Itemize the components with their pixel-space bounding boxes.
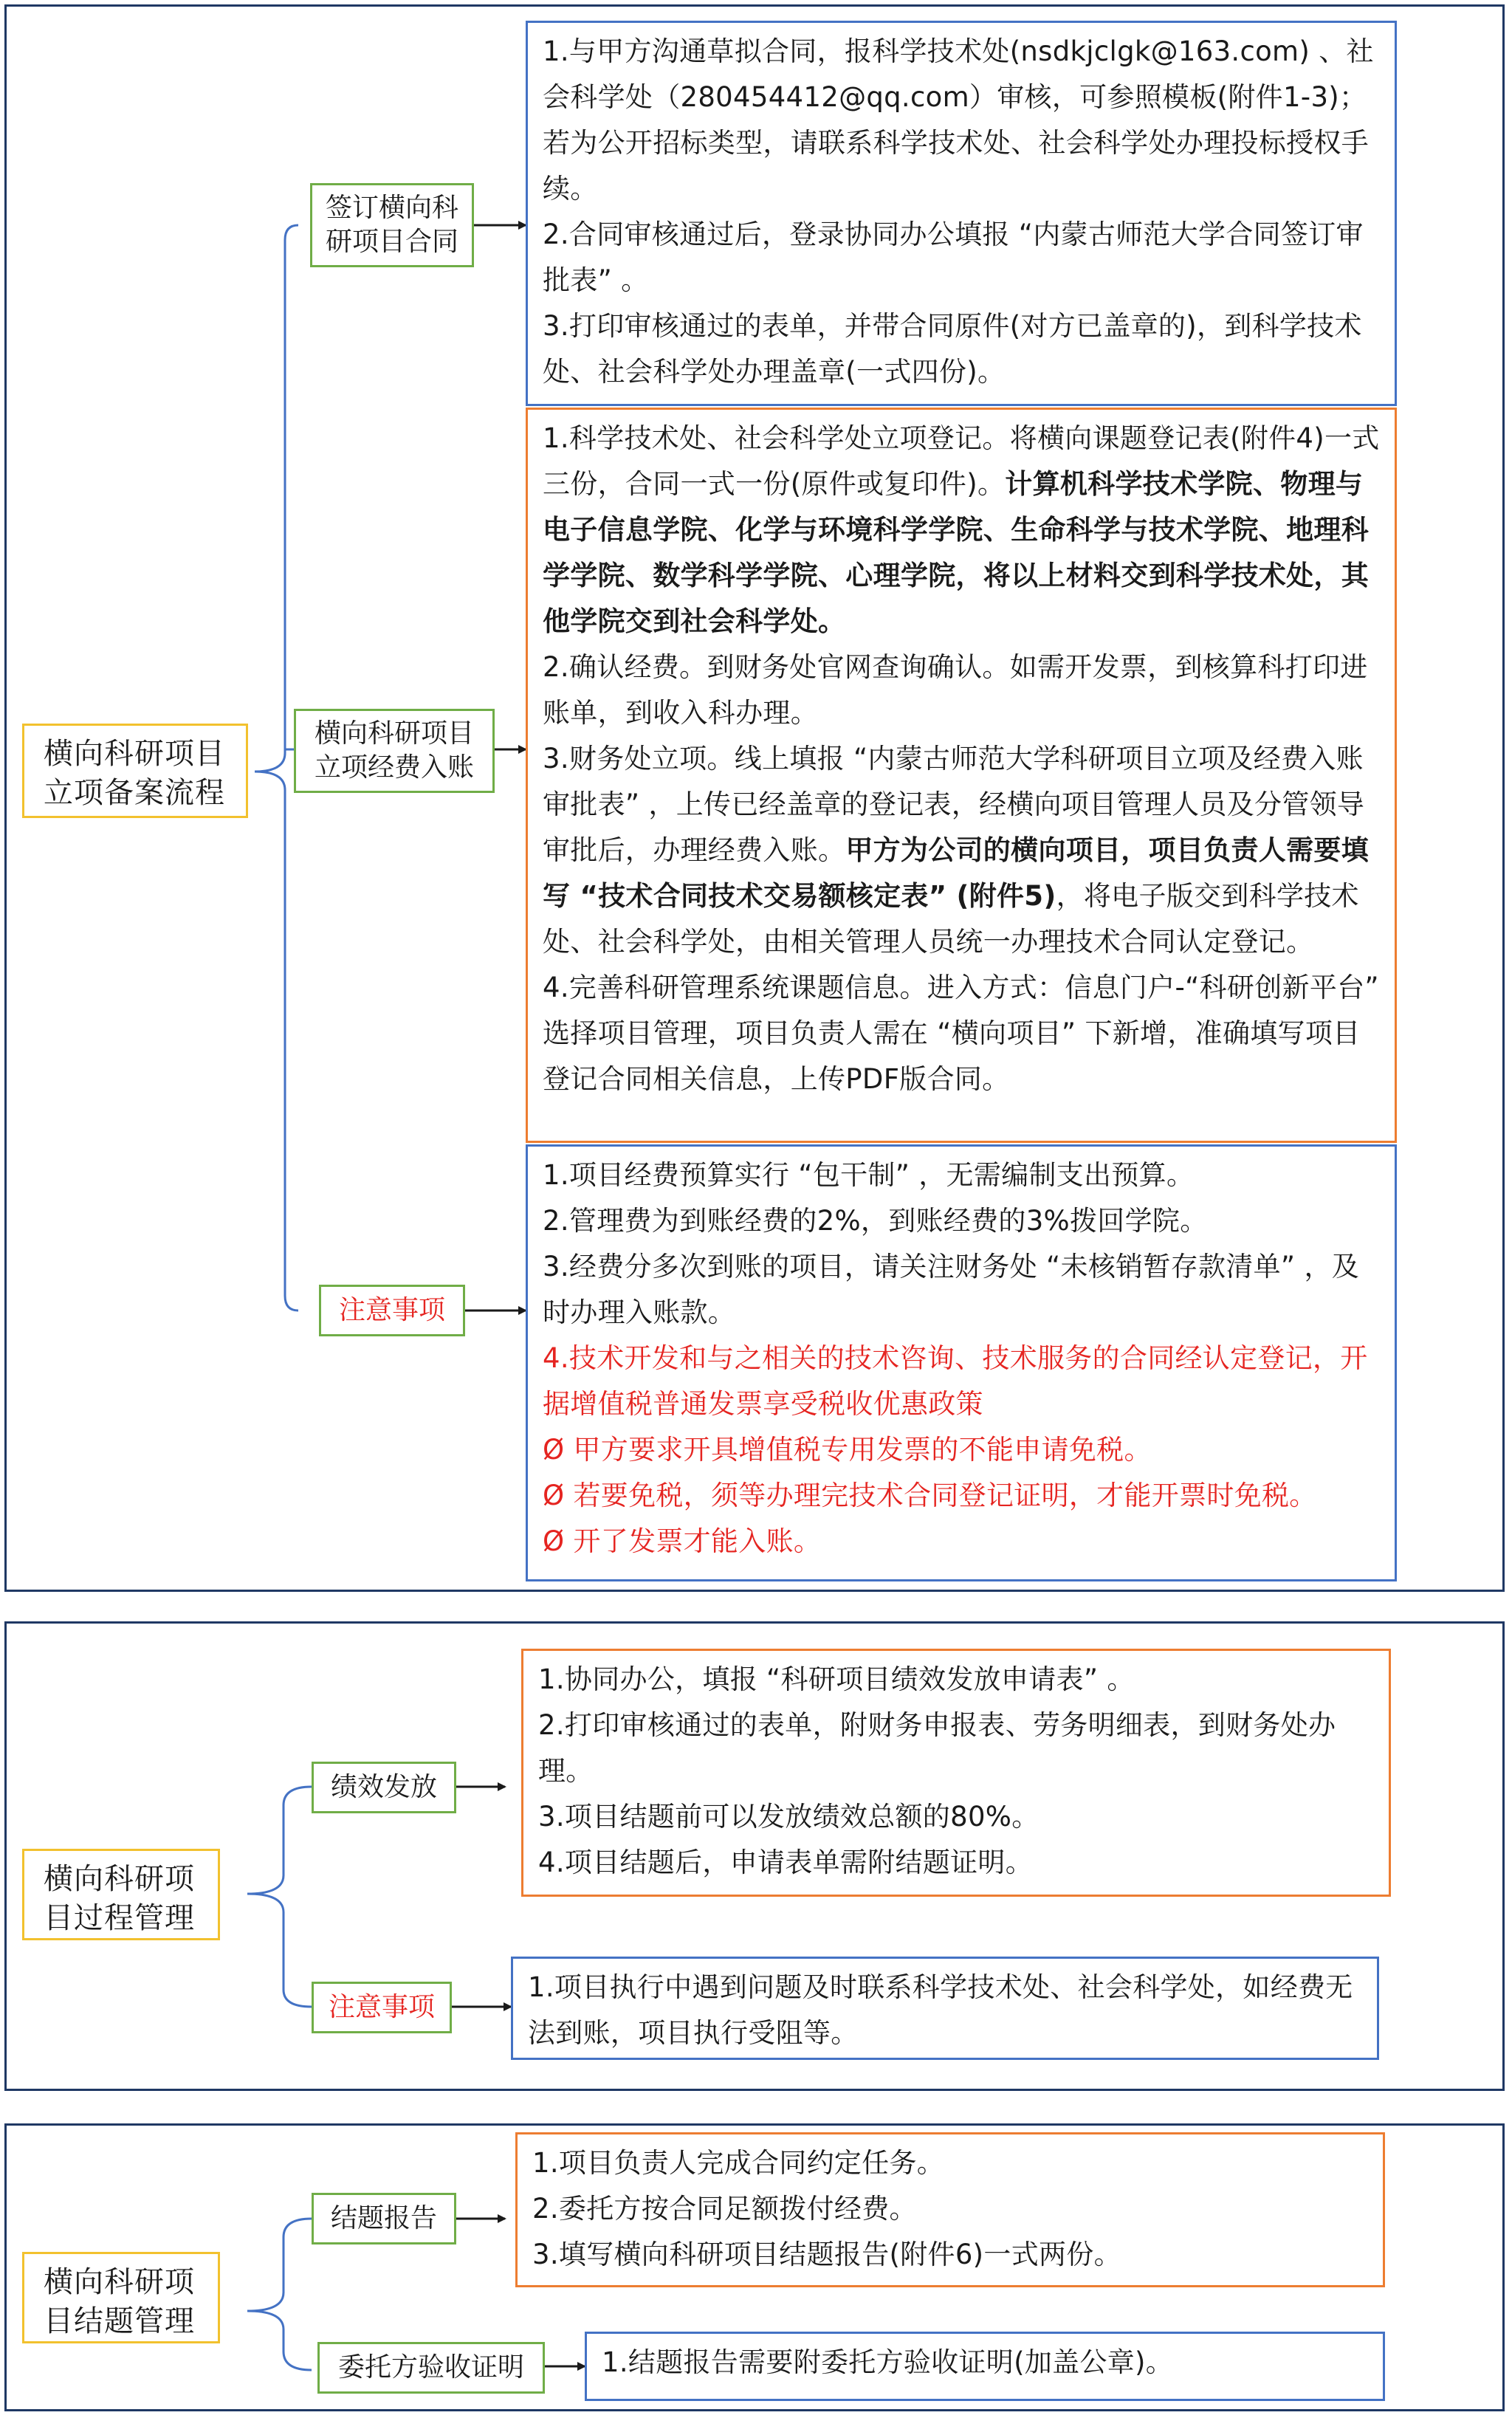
list-item: 3.填写横向科研项目结题报告(附件6)一式两份。 bbox=[532, 2239, 1121, 2270]
list-item: 2.管理费为到账经费的2%，到账经费的3%拨回学院。 bbox=[543, 1205, 1208, 1237]
branch-acceptance: 委托方验收证明 bbox=[317, 2342, 545, 2394]
content-report bbox=[515, 2132, 1385, 2287]
section-title-initiation: 横向科研项目 立项备案流程 bbox=[22, 724, 248, 818]
list-item: 4.项目结题后，申请表单需附结题证明。 bbox=[538, 1847, 1034, 1878]
list-item: 1.项目经费预算实行 “包干制” ，无需编制支出预算。 bbox=[543, 1159, 1195, 1191]
section-title-closure: 横向科研项 目结题管理 bbox=[22, 2252, 220, 2343]
branch-performance: 绩效发放 bbox=[312, 1762, 456, 1813]
content-acceptance bbox=[585, 2332, 1385, 2401]
list-item: 3.打印审核通过的表单，并带合同原件(对方已盖章的)，到科学技术处、社会科学处办理盖章(一式四份)。 bbox=[543, 310, 1362, 388]
list-item-warning: 4.技术开发和与之相关的技术咨询、技术服务的合同经认定登记，开据增值税普通发票享受税收优惠政策 bbox=[543, 1342, 1368, 1420]
list-item: 1.结题报告需要附委托方验收证明(加盖公章)。 bbox=[602, 2346, 1174, 2378]
list-item-warning: Ø 开了发票才能入账。 bbox=[543, 1525, 822, 1557]
branch-funding: 横向科研项目 立项经费入账 bbox=[294, 709, 495, 793]
content-sign-contract bbox=[526, 21, 1397, 406]
content-notes-initiation bbox=[526, 1144, 1397, 1581]
list-item: 1.项目执行中遇到问题及时联系科学技术处、社会科学处，如经费无法到账，项目执行受阻等。 bbox=[528, 1971, 1353, 2049]
list-item: 2.委托方按合同足额拨付经费。 bbox=[532, 2193, 917, 2225]
list-item: 1.科学技术处、社会科学处立项登记。将横向课题登记表(附件4)一式三份，合同一式一份(原件或复印件)。计算机科学技术学院、物理与电子信息学院、化学与环境科学学院、生命科学与技术学院、地理科学学院、数学科学学院、心理学院，将以上材料交到科学技术处，其他学院交到社会科学处。 bbox=[543, 422, 1380, 637]
list-item: 1.项目负责人完成合同约定任务。 bbox=[532, 2147, 945, 2179]
content-notes-process bbox=[511, 1957, 1379, 2060]
content-funding bbox=[526, 408, 1397, 1143]
branch-report: 结题报告 bbox=[312, 2193, 456, 2244]
section-title-process: 横向科研项 目过程管理 bbox=[22, 1849, 220, 1940]
branch-notes-process: 注意事项 bbox=[312, 1982, 452, 2033]
content-performance bbox=[521, 1649, 1391, 1897]
list-item-warning: Ø 若要免税，须等办理完技术合同登记证明，才能开票时免税。 bbox=[543, 1480, 1317, 1511]
list-item: 2.打印审核通过的表单，附财务申报表、劳务明细表，到财务处办理。 bbox=[538, 1709, 1336, 1787]
list-item-warning: Ø 甲方要求开具增值税专用发票的不能申请免税。 bbox=[543, 1434, 1152, 1466]
list-item: 3.项目结题前可以发放绩效总额的80%。 bbox=[538, 1801, 1040, 1833]
list-item: 3.财务处立项。线上填报 “内蒙古师范大学科研项目立项及经费入账审批表” ，上传已经盖章的登记表，经横向项目管理人员及分管领导审批后，办理经费入账。甲方为公司的横向项目，项目负责人需要填写 “技术合同技术交易额核定表” (附件5)，将电子版交到科学技术处、社会科学处，由相关管理人员统一办理技术合同认定登记。 bbox=[543, 743, 1370, 958]
list-item: 4.完善科研管理系统课题信息。进入方式：信息门户-“科研创新平台” 选择项目管理，项目负责人需在 “横向项目” 下新增，准确填写项目登记合同相关信息，上传PDF版合同。 bbox=[543, 972, 1379, 1095]
list-item: 1.协同办公，填报 “科研项目绩效发放申请表” 。 bbox=[538, 1663, 1135, 1695]
list-item: 1.与甲方沟通草拟合同，报科学技术处(nsdkjclgk@163.com) 、社会科学处（280454412@qq.com）审核，可参照模板(附件1-3)；若为公开招标类型，请联系科学技术处、社会科学处办理投标授权手续。 bbox=[543, 35, 1374, 205]
list-item: 2.合同审核通过后，登录协同办公填报 “内蒙古师范大学合同签订审批表” 。 bbox=[543, 219, 1364, 296]
list-item: 3.经费分多次到账的项目，请关注财务处 “未核销暂存款清单” ，及时办理入账款。 bbox=[543, 1251, 1360, 1328]
list-item: 2.确认经费。到财务处官网查询确认。如需开发票，到核算科打印进账单，到收入科办理。 bbox=[543, 651, 1368, 729]
branch-notes-initiation: 注意事项 bbox=[319, 1285, 465, 1336]
branch-sign-contract: 签订横向科 研项目合同 bbox=[310, 183, 474, 267]
